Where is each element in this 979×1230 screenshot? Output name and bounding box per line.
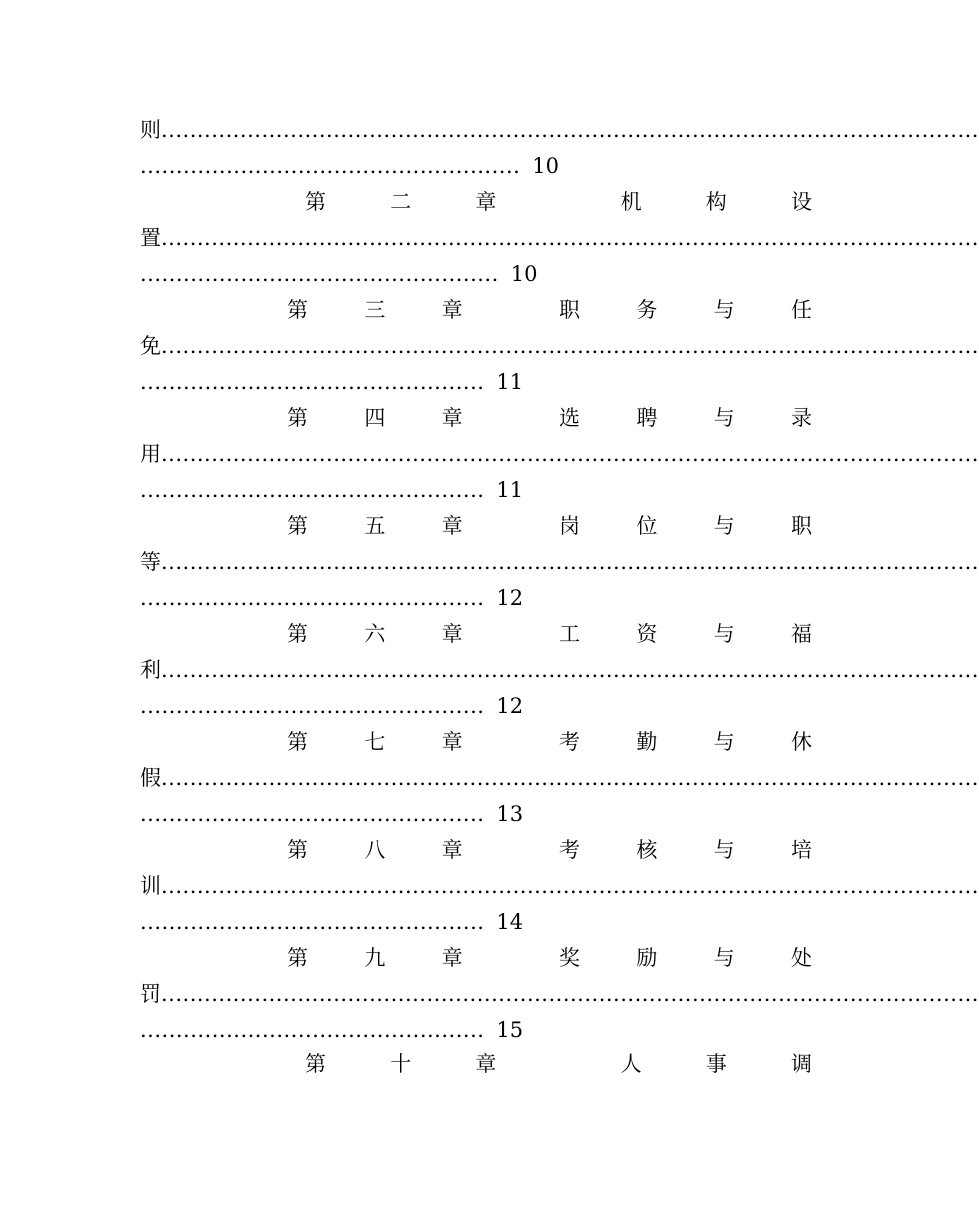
page-number[interactable]: 13 [496,802,524,826]
heading-char: 章 [441,298,463,322]
chapter-heading-line[interactable] [287,832,812,868]
entry-end-char: 假 [140,766,161,790]
heading-char: 第 [287,298,308,322]
heading-char: 章 [441,622,463,646]
entry-end-char: 免 [140,334,161,358]
heading-char: 职 [790,514,812,538]
heading-char: 考 [558,838,580,862]
heading-char: 奖 [558,946,580,970]
heading-char: 处 [790,946,812,970]
leader-dots: .................................................................................................................. [161,226,979,250]
leader-dots: ................................................ [140,694,485,718]
leader-dots: .................................................................................................................. [161,442,979,466]
leader-dots: .................................................. [140,262,499,286]
toc-entry-page-line [140,1012,812,1048]
leader-dots: ................................................ [140,586,485,610]
heading-char: 章 [441,946,463,970]
chapter-heading-line[interactable] [287,940,812,976]
toc-entry-end-line [140,112,979,148]
page-number[interactable]: 11 [496,478,524,502]
heading-char: 励 [636,946,658,970]
heading-char: 第 [287,406,308,430]
leader-dots: ................................................ [140,1018,485,1042]
heading-char: 岗 [558,514,580,538]
heading-char: 录 [790,406,812,430]
heading-char: 章 [441,514,463,538]
heading-char: 勤 [636,730,658,754]
heading-char: 设 [790,190,812,214]
leader-dots: ................................................ [140,478,485,502]
heading-char: 工 [558,622,580,646]
chapter-heading-line[interactable] [305,1046,812,1082]
heading-char: 机 [620,190,642,214]
heading-char: 十 [390,1052,412,1076]
page-number[interactable]: 11 [496,370,524,394]
heading-char: 章 [475,1052,497,1076]
leader-dots: .................................................................................................................. [161,658,979,682]
leader-dots: ................................................ [140,370,485,394]
heading-char: 核 [636,838,658,862]
heading-char: 章 [441,730,463,754]
page-number[interactable]: 10 [532,154,560,178]
heading-char: 位 [636,514,658,538]
entry-end-char: 利 [140,658,161,682]
heading-char: 四 [364,406,386,430]
heading-char: 七 [364,730,386,754]
toc-entry-page-line [140,364,812,400]
page-number[interactable]: 12 [496,694,524,718]
heading-char: 培 [790,838,812,862]
leader-dots: ..................................................... [140,154,521,178]
entry-end-char: 则 [140,118,161,142]
leader-dots: .................................................................................................................. [161,874,979,898]
heading-char: 调 [790,1052,812,1076]
heading-char: 务 [636,298,658,322]
heading-char: 五 [364,514,386,538]
heading-char: 职 [558,298,580,322]
heading-char: 与 [713,622,735,646]
heading-char: 与 [713,514,735,538]
chapter-heading-line[interactable] [287,724,812,760]
entry-end-char: 罚 [140,982,161,1006]
leader-dots: .................................................................................................................. [161,118,979,142]
heading-char: 考 [558,730,580,754]
leader-dots: ................................................ [140,910,485,934]
heading-char: 与 [713,730,735,754]
heading-char: 任 [790,298,812,322]
entry-end-char: 用 [140,442,161,466]
heading-char: 三 [364,298,386,322]
toc-entry-end-line [140,760,979,796]
leader-dots: .................................................................................................................. [161,550,979,574]
heading-char: 第 [287,730,308,754]
page-number[interactable]: 12 [496,586,524,610]
toc-entry-page-line [140,796,812,832]
page-number[interactable]: 10 [510,262,538,286]
heading-char: 与 [713,406,735,430]
toc-entry-page-line [140,148,812,184]
heading-char: 第 [305,1052,326,1076]
toc-entry-end-line [140,220,979,256]
heading-char: 第 [287,838,308,862]
heading-char: 人 [620,1052,642,1076]
toc-entry-end-line [140,868,979,904]
heading-char: 第 [287,622,308,646]
heading-char: 福 [790,622,812,646]
heading-char: 构 [705,190,727,214]
heading-char: 第 [287,946,308,970]
toc-entry-page-line [140,904,812,940]
leader-dots: ................................................ [140,802,485,826]
toc-entry-end-line [140,976,979,1012]
heading-char: 六 [364,622,386,646]
heading-char: 聘 [636,406,658,430]
leader-dots: .................................................................................................................. [161,982,979,1006]
entry-end-char: 等 [140,550,161,574]
heading-char: 二 [390,190,412,214]
heading-char: 事 [705,1052,727,1076]
toc-entry-end-line [140,328,979,364]
chapter-heading-line[interactable] [287,400,812,436]
page-number[interactable]: 15 [496,1018,524,1042]
page-number[interactable]: 14 [496,910,524,934]
heading-char: 九 [364,946,386,970]
heading-char: 第 [305,190,326,214]
chapter-heading-line[interactable] [287,292,812,328]
chapter-heading-line[interactable] [305,184,812,220]
chapter-heading-line[interactable] [287,508,812,544]
heading-char: 资 [636,622,658,646]
leader-dots: .................................................................................................................. [161,766,979,790]
entry-end-char: 置 [140,226,161,250]
heading-char: 休 [790,730,812,754]
heading-char: 章 [475,190,497,214]
heading-char: 章 [441,838,463,862]
toc-entry-end-line [140,652,979,688]
heading-char: 第 [287,514,308,538]
heading-char: 与 [713,946,735,970]
heading-char: 选 [558,406,580,430]
heading-char: 章 [441,406,463,430]
toc-entry-page-line [140,256,812,292]
toc-entry-page-line [140,472,812,508]
chapter-heading-line[interactable] [287,616,812,652]
entry-end-char: 训 [140,874,161,898]
toc-entry-end-line [140,436,979,472]
toc-entry-page-line [140,688,812,724]
toc-entry-page-line [140,580,812,616]
heading-char: 与 [713,298,735,322]
heading-char: 八 [364,838,386,862]
leader-dots: .................................................................................................................. [161,334,979,358]
toc-entry-end-line [140,544,979,580]
heading-char: 与 [713,838,735,862]
